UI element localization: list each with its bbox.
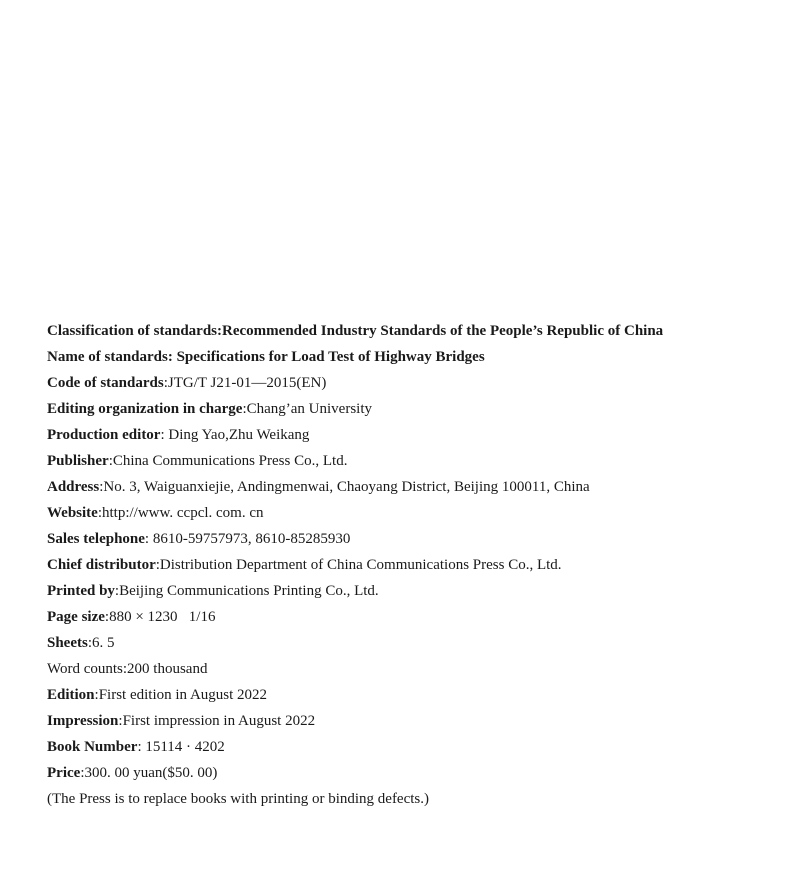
editing-organization-separator: : xyxy=(242,401,247,417)
editing-organization-line xyxy=(47,396,782,422)
edition-label: Edition xyxy=(47,687,95,703)
book-number-label: Book Number xyxy=(47,739,138,755)
name-of-standards-value: Specifications for Load Test of Highway Bridges xyxy=(176,349,485,365)
website-separator: : xyxy=(97,505,103,521)
code-of-standards-separator: : xyxy=(163,375,168,391)
production-editor-label: Production editor xyxy=(47,427,161,443)
price-label: Price xyxy=(47,765,81,781)
impression-label: Impression xyxy=(47,713,119,729)
editing-organization-value: Chang’an University xyxy=(246,401,372,417)
imprint-block xyxy=(47,318,782,812)
classification-label: Classification of standards xyxy=(47,323,218,339)
chief-distributor-line xyxy=(47,552,782,578)
name-of-standards-line xyxy=(47,344,782,370)
sales-telephone-line xyxy=(47,526,782,552)
classification-value: Recommended Industry Standards of the People’s Republic of China xyxy=(222,323,664,339)
book-number-line xyxy=(47,734,782,760)
address-separator: : xyxy=(99,479,104,495)
editing-organization-label: Editing organization in charge xyxy=(47,401,243,417)
edition-line xyxy=(47,682,782,708)
printed-by-value: Beijing Communications Printing Co., Ltd. xyxy=(119,583,379,599)
chief-distributor-value: Distribution Department of China Communications Press Co., Ltd. xyxy=(159,557,562,573)
price-value: 300. 00 yuan($50. 00) xyxy=(84,765,218,781)
address-line xyxy=(47,474,782,500)
replacement-note: (The Press is to replace books with printing or binding defects.) xyxy=(47,791,430,807)
page-size-separator: : xyxy=(104,609,110,625)
edition-value: First edition in August 2022 xyxy=(98,687,268,703)
word-counts-line xyxy=(47,656,782,682)
word-counts-value: 200 thousand xyxy=(127,661,208,677)
website-value: http://www. ccpcl. com. cn xyxy=(102,505,264,521)
printed-by-line xyxy=(47,578,782,604)
code-of-standards-line xyxy=(47,370,782,396)
sheets-label: Sheets xyxy=(47,635,88,651)
sales-telephone-separator: : xyxy=(144,531,153,547)
chief-distributor-label: Chief distributor xyxy=(47,557,156,573)
publisher-separator: : xyxy=(108,453,113,469)
publisher-label: Publisher xyxy=(47,453,109,469)
publisher-value: China Communications Press Co., Ltd. xyxy=(112,453,348,469)
sheets-separator: : xyxy=(87,635,93,651)
sales-telephone-value: 8610-59757973, 8610-85285930 xyxy=(152,531,351,547)
word-counts-label: Word counts xyxy=(47,661,123,677)
page-size-line xyxy=(47,604,782,630)
impression-line xyxy=(47,708,782,734)
impression-separator: : xyxy=(118,713,123,729)
address-value: No. 3, Waiguanxiejie, Andingmenwai, Chaoyang District, Beijing 100011, China xyxy=(103,479,590,495)
book-number-separator: : xyxy=(137,739,146,755)
website-line xyxy=(47,500,782,526)
production-editor-separator: : xyxy=(160,427,169,443)
chief-distributor-separator: : xyxy=(155,557,160,573)
production-editor-value: Ding Yao,Zhu Weikang xyxy=(168,427,310,443)
word-counts-separator: : xyxy=(122,661,128,677)
classification-line xyxy=(47,318,782,344)
sales-telephone-label: Sales telephone xyxy=(47,531,145,547)
address-label: Address xyxy=(47,479,100,495)
publisher-line xyxy=(47,448,782,474)
printed-by-label: Printed by xyxy=(47,583,115,599)
impression-value: First impression in August 2022 xyxy=(122,713,316,729)
page-size-label: Page size xyxy=(47,609,105,625)
book-number-value: 15114 · 4202 xyxy=(145,739,225,755)
price-separator: : xyxy=(80,765,85,781)
edition-separator: : xyxy=(94,687,99,703)
name-of-standards-label: Name of standards xyxy=(47,349,168,365)
printed-by-separator: : xyxy=(114,583,120,599)
code-of-standards-value: JTG/T J21-01—2015(EN) xyxy=(167,375,327,391)
code-of-standards-label: Code of standards xyxy=(47,375,164,391)
classification-separator: : xyxy=(217,323,223,339)
page-size-value: 880 × 1230 1/16 xyxy=(109,609,216,625)
sheets-line xyxy=(47,630,782,656)
name-of-standards-separator: : xyxy=(167,349,177,365)
production-editor-line xyxy=(47,422,782,448)
price-line xyxy=(47,760,782,786)
sheets-value: 6. 5 xyxy=(92,635,115,651)
website-label: Website xyxy=(47,505,98,521)
